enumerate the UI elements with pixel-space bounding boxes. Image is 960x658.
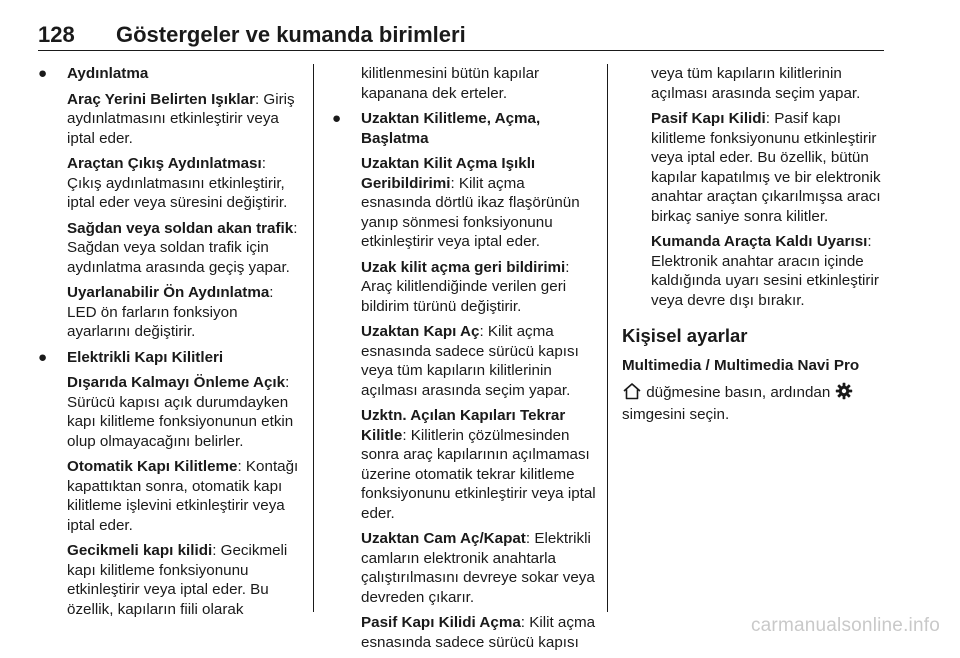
setting-entry: Gecikmeli kapı kilidi: Gecikmeli kapı kilitleme fonksiyonunu etkinleştirir veya iptal eder. Bu özellik, kapıların fiili olarak — [67, 542, 288, 618]
instruction: düğmesine basın, ardından simgesini seçin. — [622, 382, 888, 425]
column-3 — [622, 64, 888, 431]
setting-entry: Uzak kilit açma geri bildirimi: Araç kilitlendiğinde verilen geri bildirim türünü değiştirir. — [361, 258, 570, 315]
menu-path: Multimedia / Multimedia Navi Pro — [622, 357, 860, 374]
page-header — [38, 22, 884, 51]
continued-text: kilitlenmesini bütün kapılar kapanana dek erteler. — [361, 65, 540, 102]
page-number: 128 — [38, 22, 75, 47]
setting-entry: Dışarıda Kalmayı Önleme Açık: Sürücü kapısı açık durumdayken kapı kilitleme fonksiyonunun etkin olup olmayacağını belirler. — [67, 374, 294, 450]
bullet-heading: ● Aydınlatma — [38, 65, 149, 82]
column-divider-1 — [313, 64, 314, 612]
setting-entry: Pasif Kapı Kilidi Açma: Kilit açma esnasında sadece sürücü kapısı — [361, 614, 596, 651]
setting-entry: Uzaktan Kilit Açma Işıklı Geribildirimi: Kilit açma esnasında dörtlü ikaz flaşörünün yanıp sönmesi fonksiyonunu etkinleştirir veya iptal eder. — [361, 155, 580, 250]
column-2 — [332, 64, 598, 658]
setting-entry: Uzktn. Açılan Kapıları Tekrar Kilitle: Kilitlerin çözülmesinden sonra araç kapılarının açılmaması üzerine otomatik tekrar kilitleme fonksiyonunu etkinleştirir veya iptal eder. — [361, 407, 596, 522]
watermark: carmanualsonline.info — [750, 615, 940, 636]
setting-entry: Uyarlanabilir Ön Aydınlatma: LED ön farların fonksiyon ayarlarını değiştirir. — [67, 284, 274, 340]
column-divider-2 — [607, 64, 608, 612]
column-1 — [38, 64, 300, 625]
home-icon — [622, 382, 642, 406]
section-title: Kişisel ayarlar — [622, 325, 748, 346]
setting-entry: Araçtan Çıkış Aydınlatması: Çıkış aydınlatmasını etkinleştirir, iptal eder veya süresini değiştirir. — [67, 155, 288, 211]
setting-entry: Araç Yerini Belirten Işıklar: Giriş aydınlatmasını etkinleştirir veya iptal eder. — [67, 90, 295, 147]
continued-text: veya tüm kapıların kilitlerinin açılması arasında seçim yapar. — [651, 65, 861, 102]
setting-entry: Kumanda Araçta Kaldı Uyarısı: Elektronik anahtar aracın içinde kaldığında uyarı sesini etkinleştirir veya devre dışı bırakır. — [651, 233, 879, 309]
bullet-heading: ● Uzaktan Kilitleme, Açma, Başlatma — [332, 110, 541, 147]
setting-entry: Uzaktan Cam Aç/Kapat: Elektrikli camların elektronik anahtarla çalıştırılmasını devreye sokar veya devreden çıkarır. — [361, 530, 595, 606]
setting-entry: Sağdan veya soldan akan trafik: Sağdan veya soldan trafik için aydınlatma arasında geçiş yapar. — [67, 219, 298, 276]
setting-entry: Otomatik Kapı Kilitleme: Kontağı kapattıktan sonra, otomatik kapı kilitleme işlevini etkinleştirir veya iptal eder. — [67, 458, 299, 534]
page-title: Göstergeler ve kumanda birimleri — [116, 22, 466, 47]
bullet-heading: ● Elektrikli Kapı Kilitleri — [38, 348, 224, 366]
gear-icon — [835, 382, 853, 406]
setting-entry: Uzaktan Kapı Aç: Kilit açma esnasında sadece sürücü kapısı veya tüm kapıların kilitlerinin açılması arasında seçim yapar. — [361, 323, 579, 399]
setting-entry: Pasif Kapı Kilidi: Pasif kapı kilitleme fonksiyonunu etkinleştirir veya iptal eder. Bu özellik, bütün kapılar kapatılmış ve bir elektronik anahtar araçtan çıkarılmışsa aracı birkaç saniye sonra kilitler. — [651, 110, 881, 225]
